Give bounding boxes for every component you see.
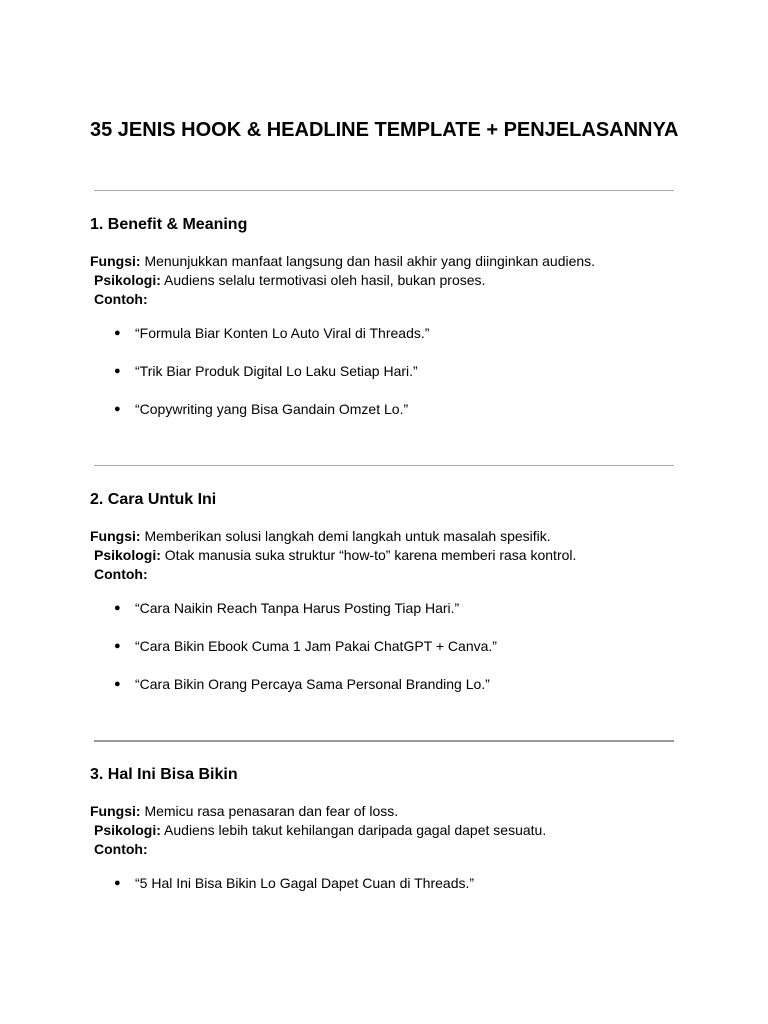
- example-text: “Formula Biar Konten Lo Auto Viral di Threads.”: [135, 325, 430, 341]
- fungsi-label: Fungsi:: [90, 528, 141, 544]
- fungsi-text: Menunjukkan manfaat langsung dan hasil akhir yang diinginkan audiens.: [144, 253, 596, 269]
- fungsi-label: Fungsi:: [90, 253, 141, 269]
- bullet-icon: ●: [114, 365, 121, 377]
- divider: [94, 465, 674, 466]
- fungsi-line: [90, 527, 690, 546]
- divider: [94, 740, 674, 742]
- contoh-line: [90, 840, 690, 859]
- fungsi-text: Memicu rasa penasaran dan fear of loss.: [144, 803, 399, 819]
- fungsi-text: Memberikan solusi langkah demi langkah untuk masalah spesifik.: [144, 528, 551, 544]
- section-2: [90, 490, 690, 692]
- example-text: “Trik Biar Produk Digital Lo Laku Setiap Hari.”: [135, 363, 418, 379]
- section-info: [90, 527, 690, 584]
- document-title: 35 JENIS HOOK & HEADLINE TEMPLATE + PENJELASANNYA: [90, 119, 679, 141]
- section-heading: 1. Benefit & Meaning: [90, 216, 248, 233]
- psikologi-label: Psikologi:: [94, 547, 161, 563]
- section-1: [90, 215, 690, 417]
- section-3: [90, 765, 690, 891]
- bullet-icon: ●: [114, 640, 121, 652]
- example-text: “Copywriting yang Bisa Gandain Omzet Lo.”: [135, 401, 409, 417]
- section-heading: 3. Hal Ini Bisa Bikin: [90, 766, 238, 783]
- contoh-line: [90, 565, 690, 584]
- example-text: “Cara Naikin Reach Tanpa Harus Posting Tiap Hari.”: [135, 600, 460, 616]
- divider: [94, 190, 674, 191]
- contoh-label: Contoh:: [94, 291, 148, 307]
- section-info: [90, 252, 690, 309]
- contoh-label: Contoh:: [94, 841, 148, 857]
- contoh-label: Contoh:: [94, 566, 148, 582]
- psikologi-text: Audiens selalu termotivasi oleh hasil, bukan proses.: [164, 272, 486, 288]
- psikologi-label: Psikologi:: [94, 272, 161, 288]
- bullet-icon: ●: [114, 678, 121, 690]
- bullet-icon: ●: [114, 602, 121, 614]
- section-info: [90, 802, 690, 859]
- fungsi-label: Fungsi:: [90, 803, 141, 819]
- psikologi-text: Otak manusia suka struktur “how-to” karena memberi rasa kontrol.: [164, 547, 577, 563]
- bullet-icon: ●: [114, 877, 121, 889]
- psikologi-text: Audiens lebih takut kehilangan daripada gagal dapet sesuatu.: [164, 822, 547, 838]
- psikologi-line: [90, 546, 690, 565]
- psikologi-label: Psikologi:: [94, 822, 161, 838]
- fungsi-line: [90, 802, 690, 821]
- psikologi-line: [90, 271, 690, 290]
- psikologi-line: [90, 821, 690, 840]
- contoh-line: [90, 290, 690, 309]
- bullet-icon: ●: [114, 327, 121, 339]
- section-heading: 2. Cara Untuk Ini: [90, 491, 217, 508]
- fungsi-line: [90, 252, 690, 271]
- example-text: “5 Hal Ini Bisa Bikin Lo Gagal Dapet Cuan di Threads.”: [135, 875, 475, 891]
- example-text: “Cara Bikin Orang Percaya Sama Personal Branding Lo.”: [135, 676, 490, 692]
- bullet-icon: ●: [114, 403, 121, 415]
- example-text: “Cara Bikin Ebook Cuma 1 Jam Pakai ChatGPT + Canva.”: [135, 638, 497, 654]
